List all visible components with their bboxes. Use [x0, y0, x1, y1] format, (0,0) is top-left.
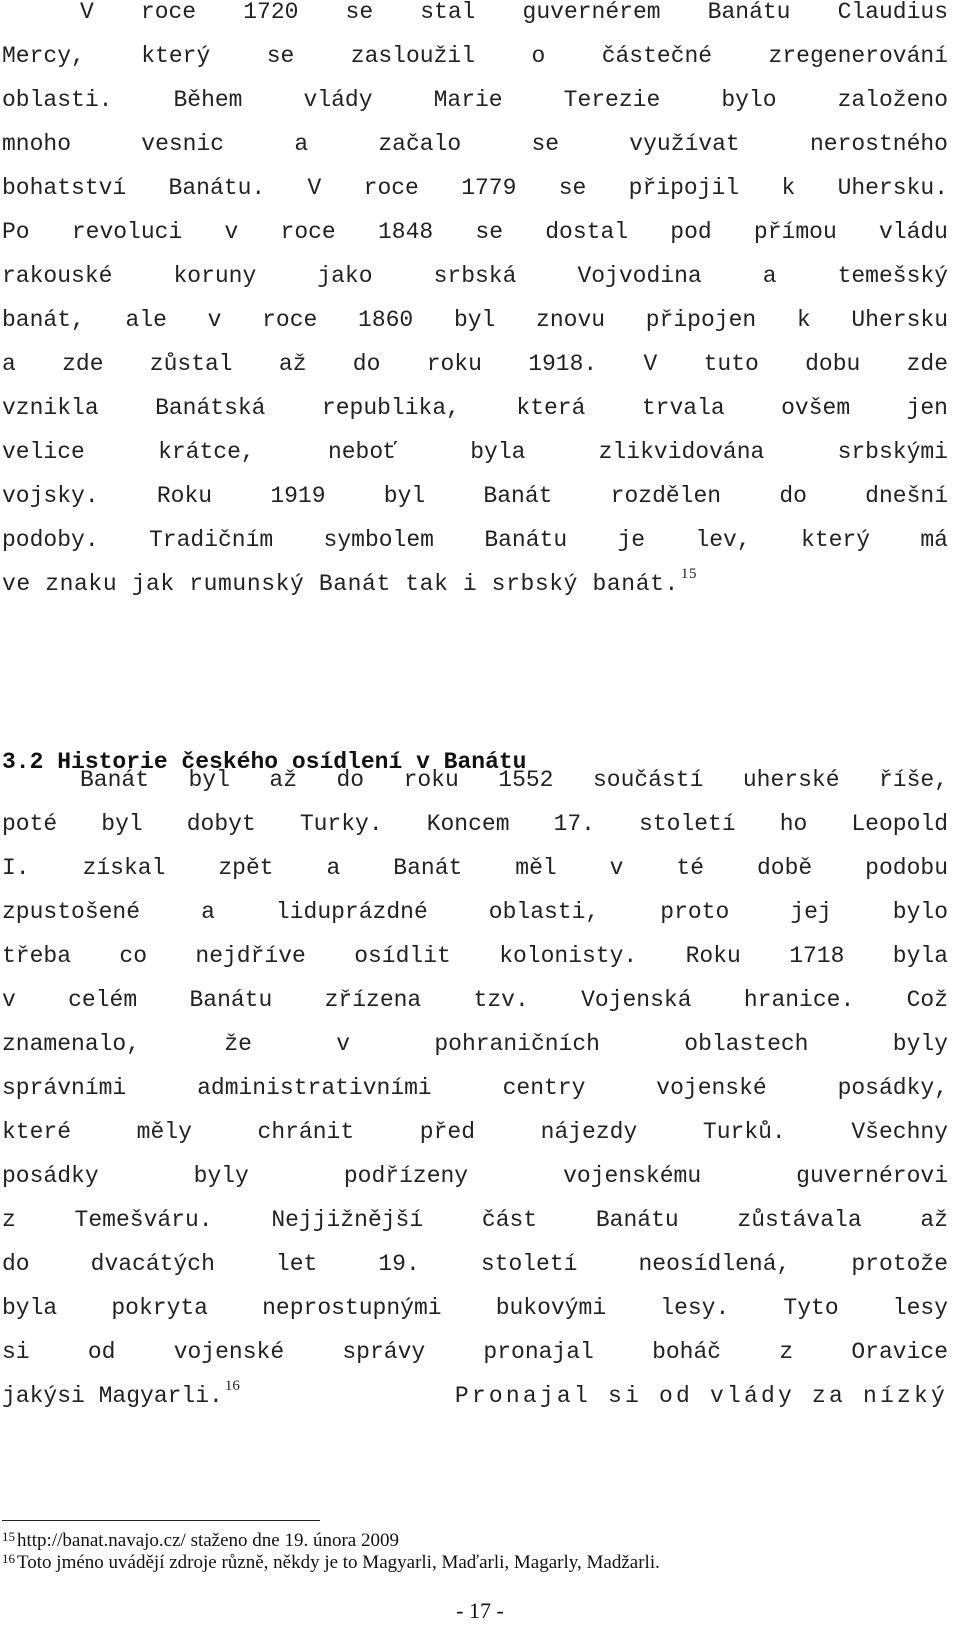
text-line: V roce 1720 se stal guvernérem Banátu Claudius — [80, 0, 948, 25]
text-line: do dvacátých let 19. století neosídlená, protože — [2, 1251, 948, 1277]
text-line: mnoho vesnic a začalo se využívat nerostného — [2, 131, 948, 157]
text-line: posádky byly podřízeny vojenskému guvernérovi — [2, 1163, 948, 1189]
footnote-text: Toto jméno uvádějí zdroje různě, někdy je to Magyarli, Maďarli, Magarly, Madžarli. — [17, 1552, 660, 1573]
text-line-content: ve znaku jak rumunský Banát tak i srbský banát. — [2, 571, 679, 597]
footnote-number: 16 — [2, 1551, 15, 1566]
text-line: třeba co nejdříve osídlit kolonisty. Roku 1718 byla — [2, 943, 948, 969]
footnote-number: 15 — [2, 1529, 15, 1544]
text-line: které měly chránit před nájezdy Turků. Všechny — [2, 1119, 948, 1145]
text-line: Po revoluci v roce 1848 se dostal pod přímou vládu — [2, 219, 948, 245]
text-line: vznikla Banátská republika, která trvala ovšem jen — [2, 395, 948, 421]
text-line: oblasti. Během vlády Marie Terezie bylo založeno — [2, 87, 948, 113]
footnote-15 — [2, 1530, 399, 1552]
text-line: Mercy, který se zasloužil o částečné zregenerování — [2, 43, 948, 69]
text-line-start — [2, 1378, 240, 1410]
footnote-16 — [2, 1552, 660, 1574]
text-line: velice krátce, neboť byla zlikvidována srbskými — [2, 439, 948, 465]
text-line: zpustošené a liduprázdné oblasti, proto jej bylo — [2, 899, 948, 925]
text-line: v celém Banátu zřízena tzv. Vojenská hranice. Což — [2, 987, 948, 1013]
text-line: správními administrativními centry vojenské posádky, — [2, 1075, 948, 1101]
footnote-ref-15: 15 — [680, 566, 698, 582]
text-line: byla pokryta neprostupnými bukovými lesy. Tyto lesy — [2, 1295, 948, 1321]
page-number: - 17 - — [456, 1598, 504, 1623]
text-line — [2, 566, 948, 598]
footnote-separator — [2, 1520, 320, 1521]
text-line: z Temešváru. Nejjižnější část Banátu zůstávala až — [2, 1207, 948, 1233]
text-line: si od vojenské správy pronajal boháč z Oravice — [2, 1339, 948, 1365]
text-line-content: jakýsi Magyarli. — [2, 1383, 223, 1409]
text-line: poté byl dobyt Turky. Koncem 17. století ho Leopold — [2, 811, 948, 837]
text-line: I. získal zpět a Banát měl v té době podobu — [2, 855, 948, 881]
text-line — [2, 1378, 948, 1410]
footnote-text: http://banat.navajo.cz/ staženo dne 19. února 2009 — [17, 1530, 399, 1551]
text-line: banát, ale v roce 1860 byl znovu připojen k Uhersku — [2, 307, 948, 333]
text-line: podoby. Tradičním symbolem Banátu je lev, který má — [2, 527, 948, 553]
section-heading: 3.2 Historie českého osídlení v Banátu — [2, 749, 527, 775]
text-line: vojsky. Roku 1919 byl Banát rozdělen do dnešní — [2, 483, 948, 509]
text-line: rakouské koruny jako srbská Vojvodina a temešský — [2, 263, 948, 289]
text-line: Banát byl až do roku 1552 součástí uherské říše, — [80, 767, 948, 793]
footnote-ref-16: 16 — [224, 1378, 240, 1394]
text-line: bohatství Banátu. V roce 1779 se připojil k Uhersku. — [2, 175, 948, 201]
text-line-end: Pronajal si od vlády za nízký — [454, 1383, 948, 1409]
text-line: znamenalo, že v pohraničních oblastech byly — [2, 1031, 948, 1057]
text-line: a zde zůstal až do roku 1918. V tuto dobu zde — [2, 351, 948, 377]
